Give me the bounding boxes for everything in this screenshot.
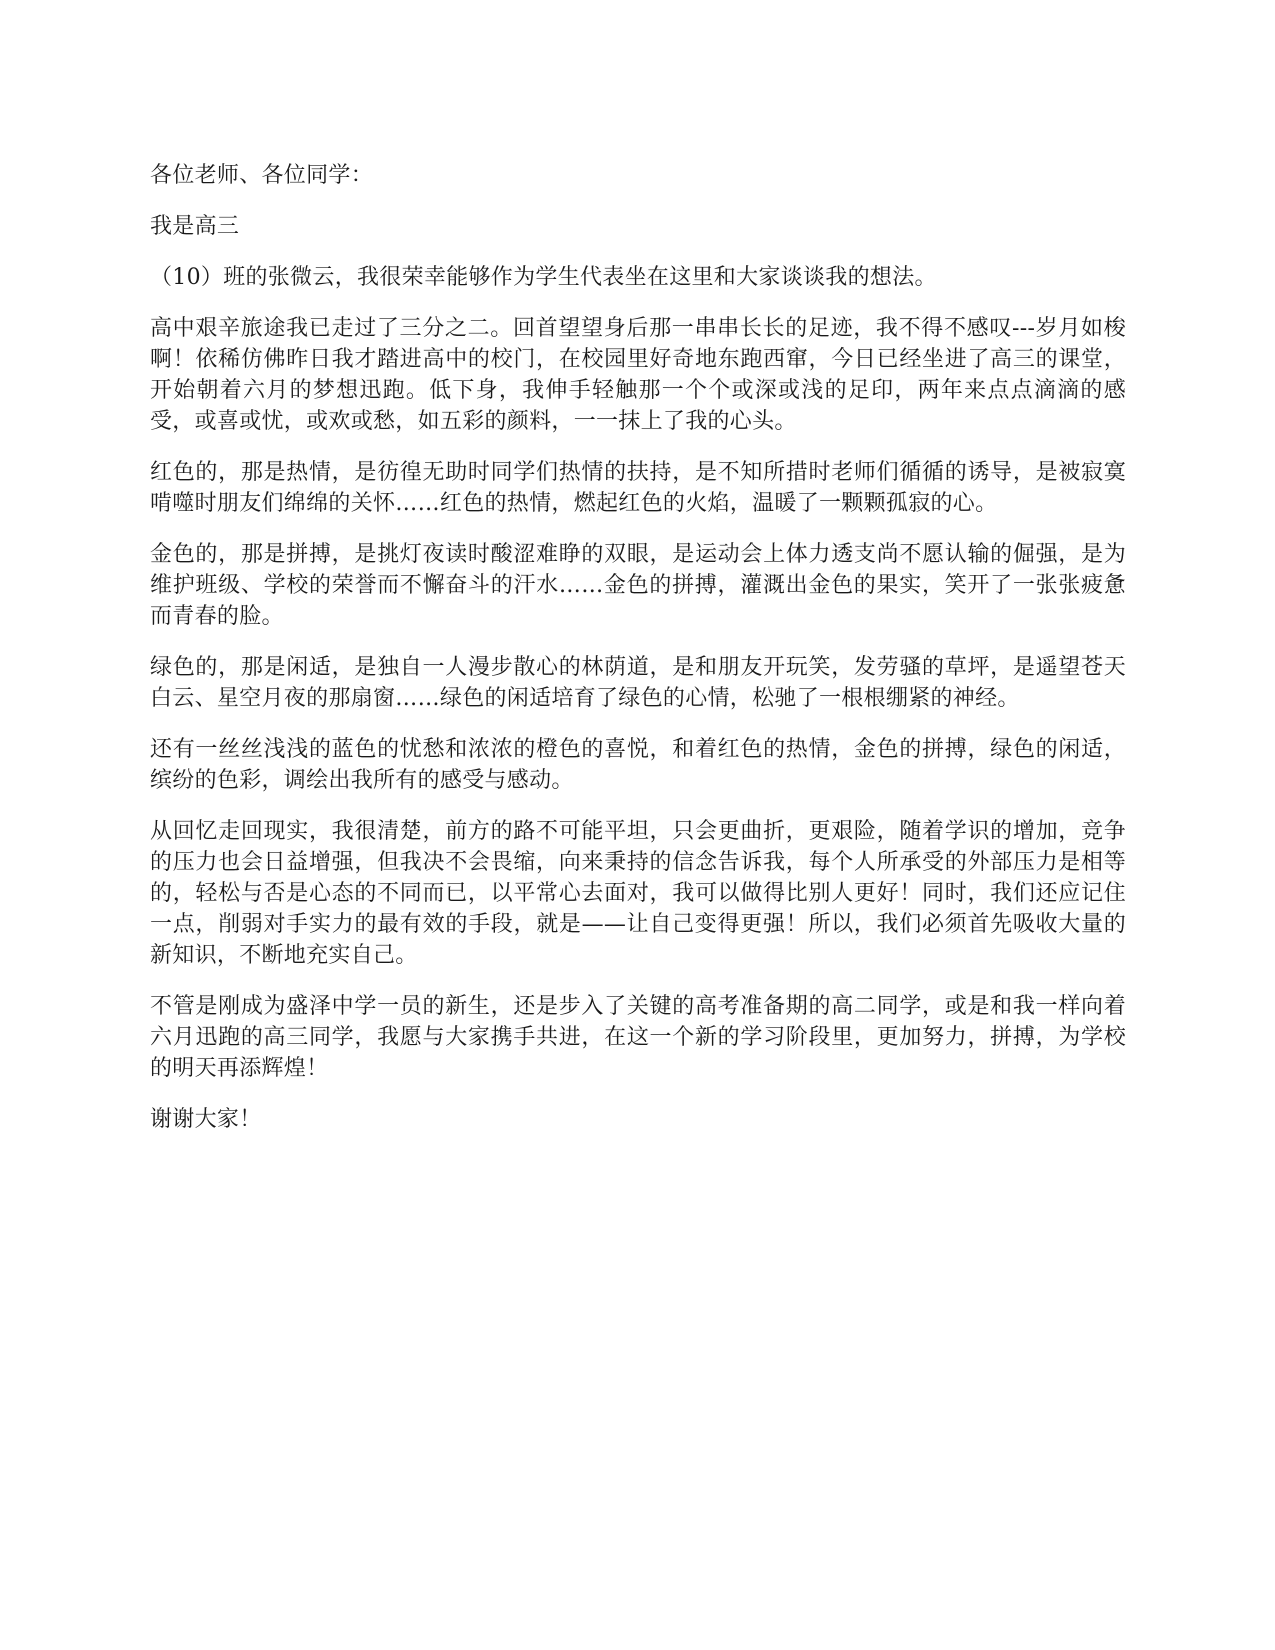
thanks-paragraph: 谢谢大家！ [150, 1107, 262, 1132]
red-paragraph: 红色的，那是热情，是彷徨无助时同学们热情的扶持，是不知所措时老师们循循的诱导，是被寂寞啃噬时朋友们绵绵的关怀……红色的热情，燃起红色的火焰，温暖了一颗颗孤寂的心。 [150, 460, 1126, 516]
appeal-paragraph: 不管是刚成为盛泽中学一员的新生，还是步入了关键的高考准备期的高二同学，或是和我一样向着六月迅跑的高三同学，我愿与大家携手共进，在这一个新的学习阶段里，更加努力，拼搏，为学校的明天再添辉煌！ [150, 994, 1126, 1081]
colors-paragraph: 还有一丝丝浅浅的蓝色的忧愁和浓浓的橙色的喜悦，和着红色的热情，金色的拼搏，绿色的闲适，缤纷的色彩，调绘出我所有的感受与感动。 [150, 737, 1126, 793]
memory-paragraph: 高中艰辛旅途我已走过了三分之二。回首望望身后那一串串长长的足迹，我不得不感叹---岁月如梭啊！依稀仿佛昨日我才踏进高中的校门，在校园里好奇地东跑西窜，今日已经坐进了高三的课堂，开始朝着六月的梦想迅跑。低下身，我伸手轻触那一个个或深或浅的足印，两年来点点滴滴的感受，或喜或忧，或欢或愁，如五彩的颜料，一一抹上了我的心头。 [150, 316, 1126, 434]
reality-paragraph: 从回忆走回现实，我很清楚，前方的路不可能平坦，只会更曲折，更艰险，随着学识的增加，竞争的压力也会日益增强，但我决不会畏缩，向来秉持的信念告诉我，每个人所承受的外部压力是相等的，轻松与否是心态的不同而已，以平常心去面对，我可以做得比别人更好！同时，我们还应记住一点，削弱对手实力的最有效的手段，就是——让自己变得更强！所以，我们必须首先吸收大量的新知识，不断地充实自己。 [150, 819, 1126, 968]
green-paragraph: 绿色的，那是闲适，是独自一人漫步散心的林荫道，是和朋友开玩笑，发劳骚的草坪，是遥望苍天白云、星空月夜的那扇窗……绿色的闲适培育了绿色的心情，松驰了一根根绷紧的神经。 [150, 655, 1126, 711]
document-body [150, 160, 1126, 1155]
greeting-paragraph: 各位老师、各位同学： [150, 163, 374, 188]
gold-paragraph: 金色的，那是拼搏，是挑灯夜读时酸涩难睁的双眼，是运动会上体力透支尚不愿认输的倔强，是为维护班级、学校的荣誉而不懈奋斗的汗水……金色的拼搏，灌溉出金色的果实，笑开了一张张疲惫而青春的脸。 [150, 542, 1126, 629]
intro-paragraph-part1: 我是高三 [150, 214, 240, 239]
intro-paragraph-part2: （10）班的张微云，我很荣幸能够作为学生代表坐在这里和大家谈谈我的想法。 [150, 265, 937, 290]
